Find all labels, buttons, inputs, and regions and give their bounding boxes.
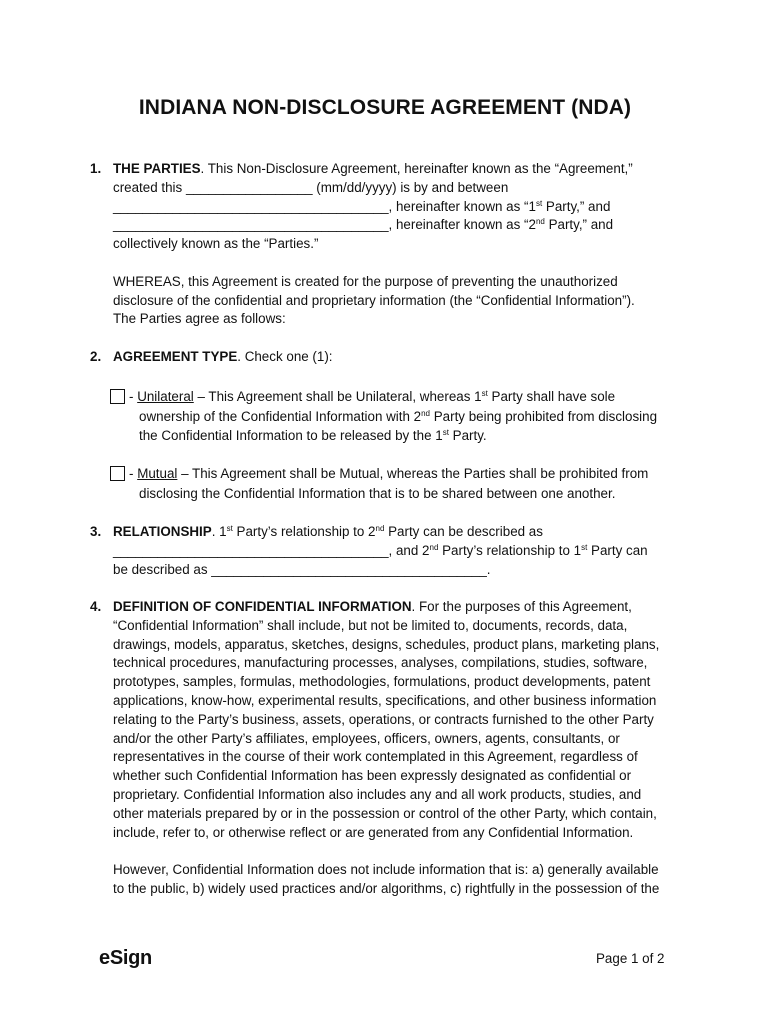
section-confidential-info xyxy=(90,598,690,899)
whereas-text: WHEREAS, this Agreement is created for the purpose of preventing the unauthorized xyxy=(113,273,618,289)
paragraph-line: prototypes, samples, formulas, methodologies, formulations, product developments, patent xyxy=(113,674,651,690)
section-number: 3. xyxy=(90,524,102,539)
unilateral-label: Unilateral xyxy=(137,389,194,404)
section-heading: RELATIONSHIP xyxy=(113,524,212,539)
relationship-field-line: _____________________________________, and 2nd Party’s relationship to 1st Party can xyxy=(113,542,648,558)
document-title: INDIANA NON-DISCLOSURE AGREEMENT (NDA) xyxy=(138,96,632,119)
paragraph-line: “Confidential Information” shall include, but not be limited to, documents, records, data, xyxy=(113,617,628,633)
paragraph-line: whether such Confidential Information has been expressly designated as confidential or xyxy=(113,768,632,784)
section-number: 2. xyxy=(90,349,102,364)
whereas-text: The Parties agree as follows: xyxy=(113,311,286,327)
option-unilateral: - Unilateral – This Agreement shall be Unilateral, whereas 1st Party shall have sole ownership of the Confidential Information with 2nd Party being prohibited from disclosing the Confidential Information to be released by the 1st Party. xyxy=(110,387,690,446)
paragraph-line: applications, know-how, experimental results, specifications, and other business information xyxy=(113,692,657,708)
section-heading: THE PARTIES xyxy=(113,161,201,176)
party-one-line: _____________________________________, hereinafter known as “1st Party,” and xyxy=(113,198,611,214)
paragraph-line: relating to the Party’s business, assets, operations, or contracts furnished to the other Party xyxy=(113,711,654,727)
section-agreement-type xyxy=(90,348,690,367)
parties-text: collectively known as the “Parties.” xyxy=(113,236,319,252)
paragraph-line: drawings, models, apparatus, sketches, designs, schedules, product plans, marketing plans, xyxy=(113,636,660,652)
date-field-line: created this _________________ (mm/dd/yyyy) is by and between xyxy=(113,179,509,195)
section-heading: AGREEMENT TYPE xyxy=(113,349,238,364)
mutual-label: Mutual xyxy=(137,466,178,481)
whereas-text: disclosure of the confidential and proprietary information (the “Confidential Information”). xyxy=(113,292,635,308)
section-heading: DEFINITION OF CONFIDENTIAL INFORMATION xyxy=(113,599,412,614)
paragraph-line: technical procedures, manufacturing processes, analyses, compilations, studies, software, xyxy=(113,655,648,671)
section-text: . Check one (1): xyxy=(237,349,333,364)
paragraph-line: and/or the other Party’s affiliates, employees, officers, owners, agents, consultants, or xyxy=(113,730,620,746)
page-number: Page 1 of 2 xyxy=(596,951,665,966)
mutual-checkbox[interactable] xyxy=(110,466,125,481)
relationship-field-line: be described as _____________________________________. xyxy=(113,561,491,577)
section-number: 1. xyxy=(90,161,102,176)
section-relationship: 3. RELATIONSHIP. 1st Party’s relationship to 2nd Party can be described as _____________________________________, and 2nd Party’s relationship to 1st Party can be described as _____________________________________. xyxy=(90,523,690,579)
esign-logo: eSign xyxy=(99,947,152,969)
unilateral-checkbox[interactable] xyxy=(110,389,125,404)
paragraph-line: representatives in the course of their work contemplated in this Agreement, regardless of xyxy=(113,749,638,765)
option-mutual: - Mutual – This Agreement shall be Mutual, whereas the Parties shall be prohibited from disclosing the Confidential Information that is to be shared between one another. xyxy=(110,464,690,503)
section-text: . For the purposes of this Agreement, xyxy=(411,599,632,614)
parties-text: . This Non-Disclosure Agreement, hereinafter known as the “Agreement,” xyxy=(200,161,633,176)
section-number: 4. xyxy=(90,599,102,614)
paragraph-line: proprietary. Confidential Information also includes any and all work products, studies, and xyxy=(113,786,642,802)
party-two-line: _____________________________________, hereinafter known as “2nd Party,” and xyxy=(113,217,614,233)
paragraph-line: other materials prepared by or in the possession or control of the other Party, which contain, xyxy=(113,805,657,821)
paragraph-line: However, Confidential Information does not include information that is: a) generally available xyxy=(113,862,659,878)
paragraph-line: include, refer to, or otherwise reflect or are generated from any Confidential Information. xyxy=(113,824,634,840)
section-parties xyxy=(90,160,690,329)
paragraph-line: to the public, b) widely used practices and/or algorithms, c) rightfully in the possession of the xyxy=(113,880,660,896)
